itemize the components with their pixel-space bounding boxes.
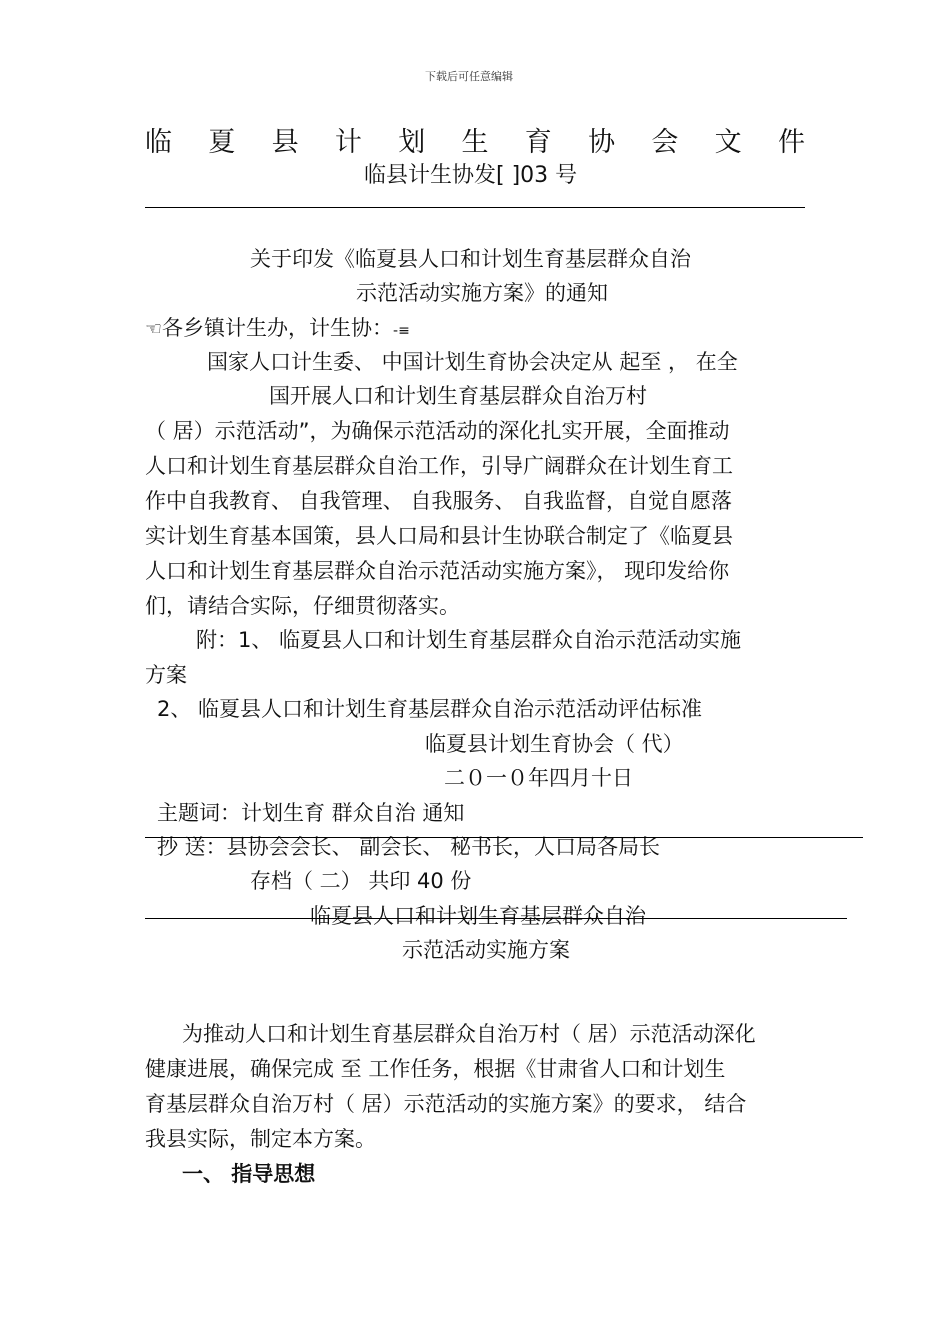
paragraph-line: 为推动人口和计划生育基层群众自治万村（ 居）示范活动深化	[182, 1022, 756, 1046]
title-char: 县	[271, 127, 299, 158]
salutation	[145, 312, 410, 342]
title-char: 件	[777, 127, 805, 158]
title-char: 会	[651, 127, 679, 158]
title-char: 生	[461, 127, 489, 158]
pointing-hand-icon: ☜	[145, 318, 163, 340]
paragraph-line: 作中自我教育、 自我管理、 自我服务、 自我监督，自觉自愿落	[145, 489, 733, 513]
title-char: 临	[145, 127, 172, 158]
header-divider	[145, 207, 805, 208]
paragraph-line: 健康进展，确保完成 至 工作任务，根据《甘肃省人口和计划生	[145, 1057, 726, 1081]
title-char: 育	[524, 127, 552, 158]
notice-title-line1: 关于印发《临夏县人口和计划生育基层群众自治	[250, 247, 691, 271]
archive-note: 存档（ 二） 共印 40 份	[250, 869, 472, 893]
header-note: 下载后可任意编辑	[425, 70, 513, 83]
title-char: 计	[334, 127, 362, 158]
attachment-1-cont: 方案	[145, 663, 187, 687]
cc-list: 抄 送：县协会会长、 副会长、 秘书长，人口局各局长	[157, 835, 661, 859]
section-heading: 一、 指导思想	[182, 1162, 316, 1186]
plan-title-rule	[145, 918, 847, 919]
paragraph-line: 人口和计划生育基层群众自治示范活动实施方案》， 现印发给你	[145, 559, 730, 583]
salutation-text: 各乡镇计生办，计生协：	[162, 316, 394, 340]
signature-org: 临夏县计划生育协会（ 代）	[425, 732, 684, 756]
cc-rule	[145, 837, 863, 838]
title-char: 协	[588, 127, 616, 158]
title-char: 划	[398, 127, 426, 158]
title-char: 夏	[208, 127, 236, 158]
document-title	[145, 120, 805, 159]
plan-title-line1: 临夏县人口和计划生育基层群众自治	[310, 904, 646, 928]
title-char: 文	[714, 127, 742, 158]
notice-title-line2: 示范活动实施方案》的通知	[356, 281, 608, 305]
document-number: 临县计生协发[ ]03 号	[364, 163, 578, 188]
keywords: 主题词：计划生育 群众自治 通知	[157, 801, 465, 825]
signature-date: 二０一０年四月十日	[444, 766, 633, 790]
paragraph-line: 实计划生育基本国策，县人口局和县计生协联合制定了《临夏县	[145, 524, 733, 548]
paragraph-line: 我县实际，制定本方案。	[145, 1127, 376, 1151]
paragraph-line: 们，请结合实际，仔细贯彻落实。	[145, 594, 460, 618]
attachment-1: 附：1、 临夏县人口和计划生育基层群众自治示范活动实施	[196, 628, 742, 652]
salutation-tail: -≡	[393, 323, 410, 339]
paragraph-line: 国开展人口和计划生育基层群众自治万村	[269, 384, 647, 408]
attachment-2: 2、 临夏县人口和计划生育基层群众自治示范活动评估标准	[157, 697, 703, 721]
plan-title-line2: 示范活动实施方案	[402, 938, 570, 962]
paragraph-line: 国家人口计生委、 中国计划生育协会决定从 起至 ， 在全	[207, 350, 738, 374]
paragraph-line: 育基层群众自治万村（ 居）示范活动的实施方案》的要求， 结合	[145, 1092, 747, 1116]
paragraph-line: 人口和计划生育基层群众自治工作，引导广阔群众在计划生育工	[145, 454, 733, 478]
paragraph-line: （ 居）示范活动”，为确保示范活动的深化扎实开展，全面推动	[145, 419, 730, 443]
